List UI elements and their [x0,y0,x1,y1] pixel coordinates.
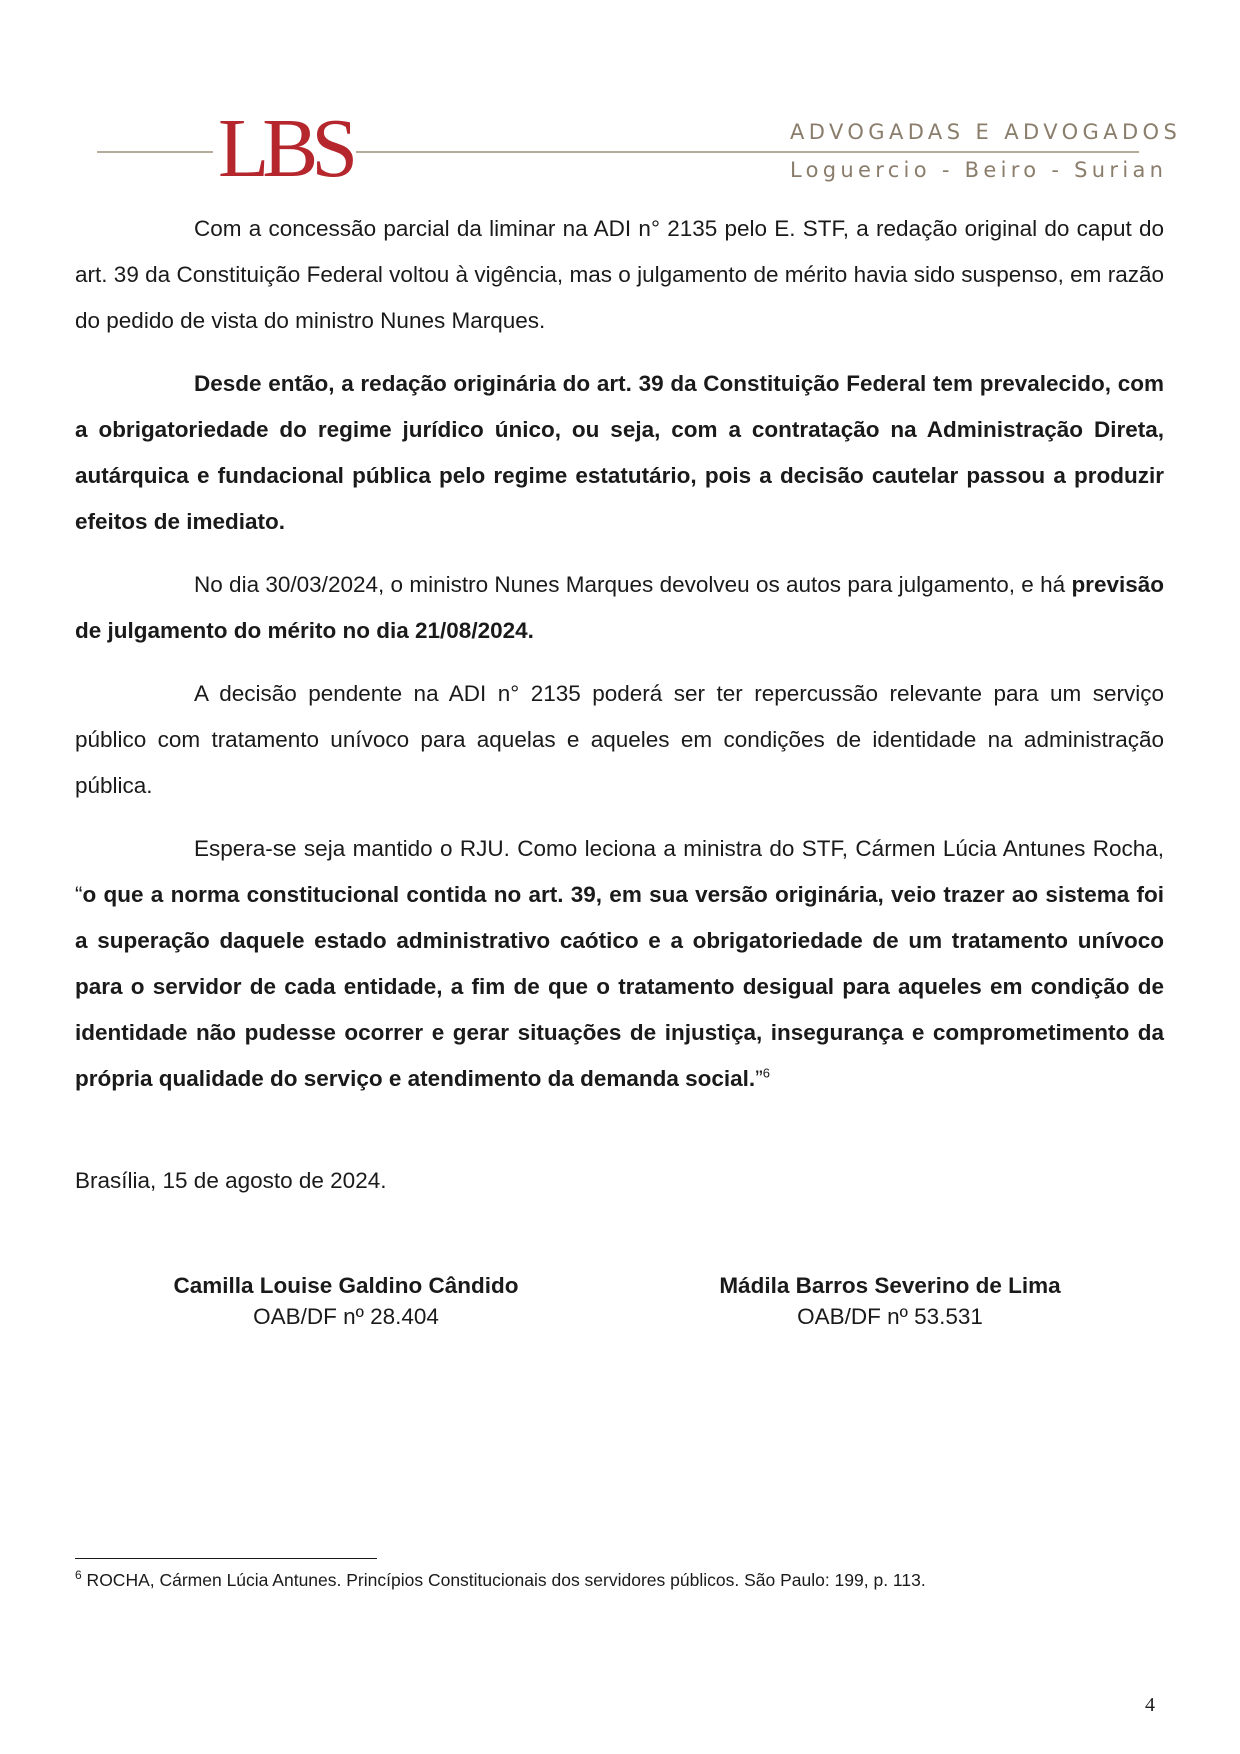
paragraph-2: Desde então, a redação originária do art. 39 da Constituição Federal tem prevalecido, com a obrigatoriedade do regime jurídico único, ou seja, com a contratação na Administração Direta, autárquica e fundacional pública pelo regime estatutário, pois a decisão cautelar passou a produzir efeitos de imediato. [75,371,1164,534]
signatory-registration: OAB/DF nº 28.404 [253,1304,439,1329]
page-number: 4 [1145,1694,1155,1716]
footnote-number: 6 [75,1568,82,1583]
firm-logo: LBS [218,102,352,195]
paragraph-3-text: No dia 30/03/2024, o ministro Nunes Marques devolveu os autos para julgamento, e há [194,572,1072,597]
footnote-separator [75,1558,377,1559]
header-rule-left [97,151,213,153]
firm-tagline: ADVOGADAS E ADVOGADOS [790,120,1182,144]
paragraph-4: A decisão pendente na ADI n° 2135 poderá ser ter repercussão relevante para um serviço público com tratamento unívoco para aquelas e aqueles em condições de identidade na administração pública. [75,681,1164,798]
firm-partners: Loguercio - Beiro - Surian [790,158,1168,182]
signatory-registration: OAB/DF nº 53.531 [797,1304,983,1329]
paragraph-3 [75,562,1164,654]
document-body [75,206,1164,1102]
footnote [75,1568,926,1592]
signatory-name: Mádila Barros Severino de Lima [719,1273,1061,1298]
paragraph-5-text: Espera-se seja mantido o RJU. Como leciona a ministra do STF, Cármen Lúcia Antunes Rocha, “ [75,836,1164,907]
header-rule-right [356,151,1139,153]
signature-block-2 [680,1270,1100,1332]
page-header [0,0,1240,200]
signature-block-1 [136,1270,556,1332]
signatory-name: Camilla Louise Galdino Cândido [173,1273,519,1298]
paragraph-5 [75,826,1164,1102]
footnote-text: ROCHA, Cármen Lúcia Antunes. Princípios Constitucionais dos servidores públicos. São Paulo: 199, p. 113. [81,1570,926,1590]
paragraph-3-highlight: previsão de julgamento do mérito no dia 21/08/2024. [75,572,1164,643]
footnote-reference[interactable]: 6 [762,1065,770,1081]
paragraph-1: Com a concessão parcial da liminar na ADI n° 2135 pelo E. STF, a redação original do caput do art. 39 da Constituição Federal voltou à vigência, mas o julgamento de mérito havia sido suspenso, em razão do pedido de vista do ministro Nunes Marques. [75,216,1164,333]
paragraph-5-quote: o que a norma constitucional contida no art. 39, em sua versão originária, veio trazer ao sistema foi a superação daquele estado administrativo caótico e a obrigatoriedade de um tratamento unívoco para o servidor de cada entidade, a fim de que o tratamento desigual para aqueles em condição de identidade não pudesse ocorrer e gerar situações de injustiça, insegurança e comprometimento da própria qualidade do serviço e atendimento da demanda social. [75,882,1164,1091]
place-date: Brasília, 15 de agosto de 2024. [75,1168,387,1193]
paragraph-5-quote-close: ” [755,1066,763,1091]
